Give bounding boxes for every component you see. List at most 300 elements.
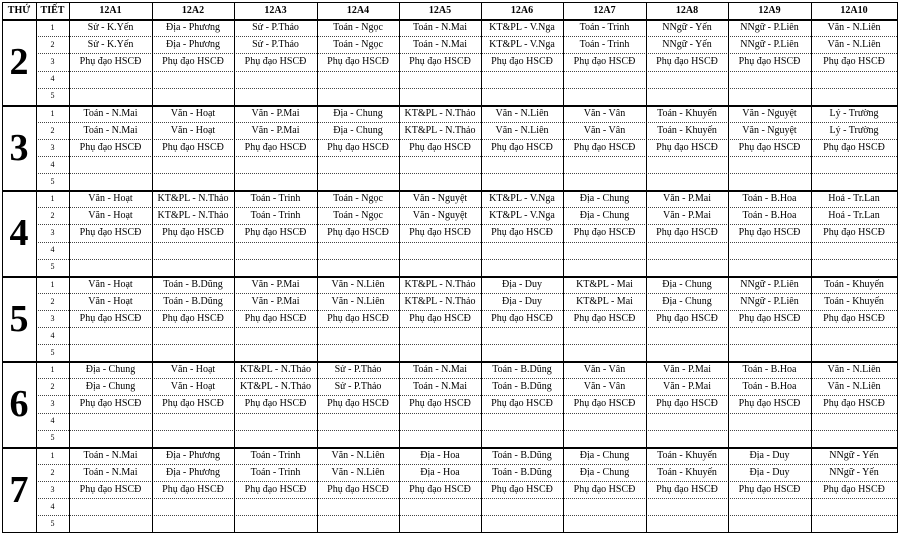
schedule-cell [69,344,152,361]
schedule-cell [152,430,234,447]
schedule-cell [399,173,481,190]
schedule-cell: Phụ đạo HSCĐ [738,397,801,409]
grid-vline [317,2,318,532]
schedule-cell: Văn - Hoạt [170,124,216,136]
schedule-cell: Phụ đạo HSCĐ [327,397,389,409]
schedule-cell [234,71,317,88]
schedule-cell [152,88,234,105]
schedule-cell: Địa - Hoa [420,466,460,478]
schedule-cell [646,259,728,276]
schedule-cell [69,173,152,190]
grid-hline [2,2,898,3]
schedule-cell: Văn - N.Liên [827,363,881,375]
schedule-cell: Văn - N.Liên [331,449,385,461]
schedule-cell: Văn - Hoạt [88,278,133,290]
schedule-cell: Văn - N.Liên [827,21,881,33]
schedule-cell: Địa - Phương [165,449,221,461]
schedule-cell [317,156,399,173]
schedule-cell: Văn - Hoạt [88,295,133,307]
schedule-cell: Toán - Khuyến [824,278,884,290]
grid-hline [2,361,898,363]
header-class: 12A6 [510,4,534,16]
schedule-cell: Phụ đạo HSCĐ [327,226,389,238]
schedule-cell [234,344,317,361]
schedule-cell: Toán - Trinh [250,209,301,221]
schedule-cell [811,515,897,532]
schedule-cell [728,344,811,361]
schedule-cell: Phụ đạo HSCĐ [409,312,471,324]
schedule-cell: Toán - Trinh [579,38,630,50]
schedule-cell [69,327,152,344]
schedule-cell: Phụ đạo HSCĐ [823,483,885,495]
schedule-cell [563,413,646,430]
schedule-cell [646,413,728,430]
schedule-cell: Phụ đạo HSCĐ [327,141,389,153]
schedule-cell [728,259,811,276]
schedule-cell: Địa - Chung [333,124,383,136]
schedule-cell [563,173,646,190]
schedule-cell [234,515,317,532]
schedule-cell [481,156,563,173]
schedule-cell: Địa - Chung [662,295,712,307]
schedule-cell [563,242,646,259]
schedule-cell: Văn - Nguyệt [742,107,797,119]
period-number: 5 [50,518,55,528]
schedule-cell [646,242,728,259]
schedule-cell: Toán - B.Dũng [492,363,552,375]
schedule-cell: Văn - P.Mai [662,363,712,375]
schedule-cell: Phụ đạo HSCĐ [162,141,224,153]
schedule-cell: Sử - P.Thảo [334,363,382,375]
schedule-cell: Phụ đạo HSCĐ [491,397,553,409]
schedule-cell: Phụ đạo HSCĐ [409,397,471,409]
schedule-cell: Toán - Khuyến [657,107,717,119]
schedule-cell: Phụ đạo HSCĐ [738,226,801,238]
schedule-cell: Toán - Ngọc [333,38,383,50]
schedule-cell: Phụ đạo HSCĐ [244,141,307,153]
schedule-cell: Sử - K.Yến [87,21,134,33]
schedule-cell: Phụ đạo HSCĐ [738,483,801,495]
day-label: 4 [9,212,29,254]
schedule-cell [399,344,481,361]
grid-vline [152,2,153,532]
period-number: 3 [50,313,55,323]
period-number: 5 [50,91,55,101]
schedule-cell: Văn - P.Mai [251,295,300,307]
schedule-cell: Phụ đạo HSCĐ [491,312,553,324]
schedule-cell [69,515,152,532]
schedule-cell [399,498,481,515]
schedule-cell: Văn - N.Liên [827,380,881,392]
grid-vline [399,2,400,532]
period-number: 5 [50,347,55,357]
period-number: 2 [50,381,55,391]
schedule-cell [646,344,728,361]
schedule-cell: Toán - B.Dũng [492,449,552,461]
schedule-cell: Địa - Duy [502,295,542,307]
schedule-cell [152,242,234,259]
schedule-cell [811,498,897,515]
schedule-cell [317,242,399,259]
schedule-cell: Phụ đạo HSCĐ [491,55,553,67]
schedule-cell: NNgữ - Yến [662,21,712,33]
schedule-cell: Toán - N.Mai [83,107,138,119]
schedule-cell: Sử - P.Thảo [334,380,382,392]
schedule-cell: Văn - Hoạt [88,192,133,204]
schedule-cell: Phụ đạo HSCĐ [79,483,142,495]
schedule-cell: Phụ đạo HSCĐ [573,483,636,495]
schedule-cell: Phụ đạo HSCĐ [738,55,801,67]
schedule-cell: Phụ đạo HSCĐ [327,483,389,495]
schedule-cell: KT&PL - N.Thảo [404,107,476,119]
schedule-cell: Văn - Vân [583,107,626,119]
schedule-cell: Văn - Hoạt [88,209,133,221]
schedule-cell: Địa - Duy [502,278,542,290]
period-number: 3 [50,56,55,66]
schedule-cell: Văn - N.Liên [331,278,385,290]
schedule-cell: Phụ đạo HSCĐ [823,55,885,67]
schedule-cell: Phụ đạo HSCĐ [162,55,224,67]
header-class: 12A8 [675,4,699,16]
period-number: 4 [50,159,55,169]
schedule-cell [563,498,646,515]
grid-hline [2,19,898,21]
schedule-cell: Phụ đạo HSCĐ [573,312,636,324]
schedule-cell: Địa - Chung [579,192,630,204]
schedule-cell [152,413,234,430]
schedule-cell: Toán - N.Mai [83,466,138,478]
schedule-cell: Toán - B.Hoa [742,192,797,204]
schedule-cell [317,344,399,361]
schedule-cell [646,71,728,88]
schedule-cell: Toán - B.Dũng [492,466,552,478]
schedule-cell: KT&PL - N.Thảo [404,295,476,307]
header-class: 12A7 [593,4,616,16]
schedule-cell: NNgữ - P.Liên [740,278,799,290]
schedule-cell [69,156,152,173]
schedule-cell: Sử - K.Yến [87,38,134,50]
grid-vline [728,2,729,532]
schedule-cell: Địa - Chung [579,466,630,478]
schedule-cell [481,515,563,532]
schedule-cell: Hoá - Tr.Lan [828,192,880,204]
schedule-cell: Văn - Hoạt [170,363,216,375]
schedule-cell [646,498,728,515]
schedule-cell: NNgữ - P.Liên [740,38,799,50]
schedule-cell: Văn - Nguyệt [412,192,468,204]
schedule-cell [234,242,317,259]
schedule-cell: Địa - Chung [85,363,136,375]
schedule-cell [399,242,481,259]
schedule-cell: Phụ đạo HSCĐ [162,483,224,495]
schedule-cell: Toán - B.Dũng [163,295,223,307]
day-label: 3 [9,126,29,169]
schedule-cell [481,173,563,190]
period-number: 2 [50,39,55,49]
schedule-cell: Toán - B.Dũng [163,278,223,290]
schedule-cell: Văn - Vân [583,363,626,375]
schedule-cell: Phụ đạo HSCĐ [162,312,224,324]
schedule-cell [728,173,811,190]
header-class: 12A2 [181,4,205,16]
schedule-cell: KT&PL - N.Thảo [239,363,311,375]
schedule-cell [152,498,234,515]
grid-vline [2,2,3,532]
schedule-cell: Phụ đạo HSCĐ [79,55,142,67]
period-number: 4 [50,501,55,511]
schedule-cell: Toán - N.Mai [412,21,467,33]
schedule-cell: Địa - Hoa [420,449,460,461]
grid-vline [897,2,898,532]
period-number: 4 [50,74,55,84]
schedule-cell: Phụ đạo HSCĐ [656,55,718,67]
schedule-cell: Văn - Vân [583,380,626,392]
schedule-cell: Địa - Phương [165,21,221,33]
schedule-cell [811,430,897,447]
schedule-cell: Toán - N.Mai [412,363,467,375]
schedule-cell [728,515,811,532]
schedule-cell: Toán - N.Mai [83,124,138,136]
period-number: 5 [50,262,55,272]
schedule-cell [481,327,563,344]
period-number: 1 [50,364,55,374]
schedule-cell [152,259,234,276]
schedule-cell: Địa - Chung [579,449,630,461]
header-class: 12A10 [840,4,868,16]
schedule-cell [399,430,481,447]
schedule-cell [646,515,728,532]
schedule-cell [563,71,646,88]
schedule-cell: Toán - Trinh [250,466,301,478]
schedule-cell [234,259,317,276]
grid-vline [69,2,70,532]
schedule-cell: Văn - P.Mai [251,107,300,119]
schedule-cell: Toán - Ngọc [333,192,383,204]
header-class: 12A9 [758,4,781,16]
header-tiet: TIẾT [40,4,65,16]
schedule-cell [646,173,728,190]
period-number: 1 [50,22,55,32]
period-number: 2 [50,467,55,477]
schedule-cell [811,71,897,88]
schedule-cell: Phụ đạo HSCĐ [656,226,718,238]
schedule-cell [317,413,399,430]
schedule-cell [234,498,317,515]
schedule-cell [399,156,481,173]
schedule-cell [811,88,897,105]
schedule-cell: KT&PL - N.Thảo [157,192,229,204]
schedule-cell: Phụ đạo HSCĐ [79,397,142,409]
schedule-cell [481,344,563,361]
schedule-cell: NNgữ - Yến [829,449,879,461]
schedule-cell: Văn - Nguyệt [412,209,468,221]
schedule-cell: Phụ đạo HSCĐ [656,397,718,409]
schedule-cell [317,259,399,276]
header-class: 12A5 [428,4,452,16]
schedule-cell [69,88,152,105]
schedule-cell: Toán - Khuyến [657,466,717,478]
schedule-cell: Phụ đạo HSCĐ [162,226,224,238]
schedule-cell: Phụ đạo HSCĐ [573,226,636,238]
schedule-cell: Toán - Ngọc [333,21,383,33]
schedule-cell: NNgữ - P.Liên [740,21,799,33]
grid-vline [36,2,37,532]
schedule-cell [481,430,563,447]
period-number: 1 [50,450,55,460]
schedule-cell [563,515,646,532]
schedule-cell [152,156,234,173]
period-number: 1 [50,108,55,118]
schedule-cell [234,430,317,447]
schedule-cell [152,327,234,344]
schedule-cell: Phụ đạo HSCĐ [823,397,885,409]
schedule-cell: Phụ đạo HSCĐ [244,483,307,495]
schedule-cell [399,71,481,88]
schedule-cell: Phụ đạo HSCĐ [491,483,553,495]
schedule-cell: Văn - N.Liên [331,466,385,478]
schedule-cell: Toán - Trinh [250,449,301,461]
grid-vline [646,2,647,532]
schedule-cell [317,88,399,105]
period-number: 4 [50,245,55,255]
schedule-cell: Phụ đạo HSCĐ [573,397,636,409]
schedule-cell [69,71,152,88]
day-label: 2 [9,41,29,83]
schedule-cell: Địa - Duy [749,449,790,461]
schedule-cell: NNgữ - Yến [662,38,712,50]
schedule-cell [152,71,234,88]
schedule-cell [811,259,897,276]
grid-vline [811,2,812,532]
schedule-cell: Địa - Phương [165,466,221,478]
day-label: 6 [9,383,29,425]
schedule-cell: Địa - Chung [662,278,712,290]
schedule-cell [481,259,563,276]
schedule-cell [69,498,152,515]
schedule-cell: Phụ đạo HSCĐ [656,483,718,495]
period-number: 2 [50,296,55,306]
period-number: 1 [50,193,55,203]
schedule-cell: KT&PL - N.Thảo [239,380,311,392]
schedule-cell: Văn - P.Mai [251,124,300,136]
schedule-cell [811,173,897,190]
schedule-cell: Phụ đạo HSCĐ [327,312,389,324]
schedule-cell: Phụ đạo HSCĐ [244,397,307,409]
schedule-cell [234,413,317,430]
schedule-cell: Toán - B.Hoa [742,380,797,392]
period-number: 4 [50,416,55,426]
schedule-cell: Phụ đạo HSCĐ [79,141,142,153]
grid-hline [2,447,898,449]
schedule-cell: Toán - N.Mai [412,380,467,392]
schedule-cell: Phụ đạo HSCĐ [573,55,636,67]
schedule-cell [728,498,811,515]
schedule-cell: KT&PL - N.Thảo [404,278,476,290]
schedule-cell [481,498,563,515]
schedule-cell [69,430,152,447]
schedule-cell: Văn - P.Mai [662,209,712,221]
schedule-cell: NNgữ - P.Liên [740,295,799,307]
schedule-cell: Văn - P.Mai [662,380,712,392]
schedule-cell: KT&PL - Mai [576,278,633,290]
schedule-cell [152,515,234,532]
schedule-cell: Văn - Vân [583,124,626,136]
schedule-cell [728,88,811,105]
schedule-cell [563,344,646,361]
schedule-cell [69,259,152,276]
schedule-cell [728,156,811,173]
schedule-cell: Phụ đạo HSCĐ [409,141,471,153]
period-number: 3 [50,484,55,494]
schedule-cell [399,515,481,532]
schedule-cell [234,327,317,344]
schedule-cell [646,156,728,173]
period-number: 5 [50,176,55,186]
schedule-cell: Phụ đạo HSCĐ [823,141,885,153]
schedule-cell: Phụ đạo HSCĐ [327,55,389,67]
schedule-cell: Văn - Hoạt [170,107,216,119]
schedule-cell: Toán - B.Dũng [492,380,552,392]
schedule-cell [317,71,399,88]
schedule-cell: Văn - P.Mai [662,192,712,204]
schedule-cell: Văn - N.Liên [331,295,385,307]
schedule-cell [646,88,728,105]
schedule-cell [646,327,728,344]
period-number: 3 [50,227,55,237]
schedule-cell: Toán - Khuyến [824,295,884,307]
schedule-cell: Phụ đạo HSCĐ [573,141,636,153]
schedule-cell: KT&PL - V.Nga [489,209,555,221]
grid-hline [2,532,898,533]
schedule-cell [646,430,728,447]
schedule-cell [399,327,481,344]
schedule-cell: Toán - Khuyến [657,449,717,461]
grid-hline [2,276,898,278]
schedule-cell: Phụ đạo HSCĐ [738,312,801,324]
schedule-cell: Phụ đạo HSCĐ [162,397,224,409]
schedule-cell [728,430,811,447]
schedule-cell: Phụ đạo HSCĐ [79,312,142,324]
schedule-cell [728,327,811,344]
schedule-cell: Phụ đạo HSCĐ [244,312,307,324]
schedule-cell: NNgữ - Yến [829,466,879,478]
schedule-cell: Địa - Duy [749,466,790,478]
schedule-cell [481,242,563,259]
schedule-cell: Phụ đạo HSCĐ [656,141,718,153]
schedule-cell [728,71,811,88]
period-number: 2 [50,210,55,220]
schedule-cell: Phụ đạo HSCĐ [491,226,553,238]
schedule-cell: Địa - Chung [85,380,136,392]
schedule-cell [317,327,399,344]
schedule-cell: Phụ đạo HSCĐ [823,226,885,238]
schedule-cell: Phụ đạo HSCĐ [409,55,471,67]
schedule-cell: Sử - P.Thảo [252,38,299,50]
grid-vline [563,2,564,532]
schedule-cell [399,413,481,430]
schedule-cell: Toán - Trinh [579,21,630,33]
day-label: 7 [9,468,29,511]
grid-hline [2,190,898,192]
schedule-cell [234,88,317,105]
schedule-cell [728,413,811,430]
schedule-cell: Văn - Nguyệt [742,124,797,136]
schedule-cell [811,156,897,173]
header-class: 12A4 [346,4,370,16]
schedule-cell: Toán - Khuyến [657,124,717,136]
period-number: 4 [50,330,55,340]
schedule-cell [563,88,646,105]
